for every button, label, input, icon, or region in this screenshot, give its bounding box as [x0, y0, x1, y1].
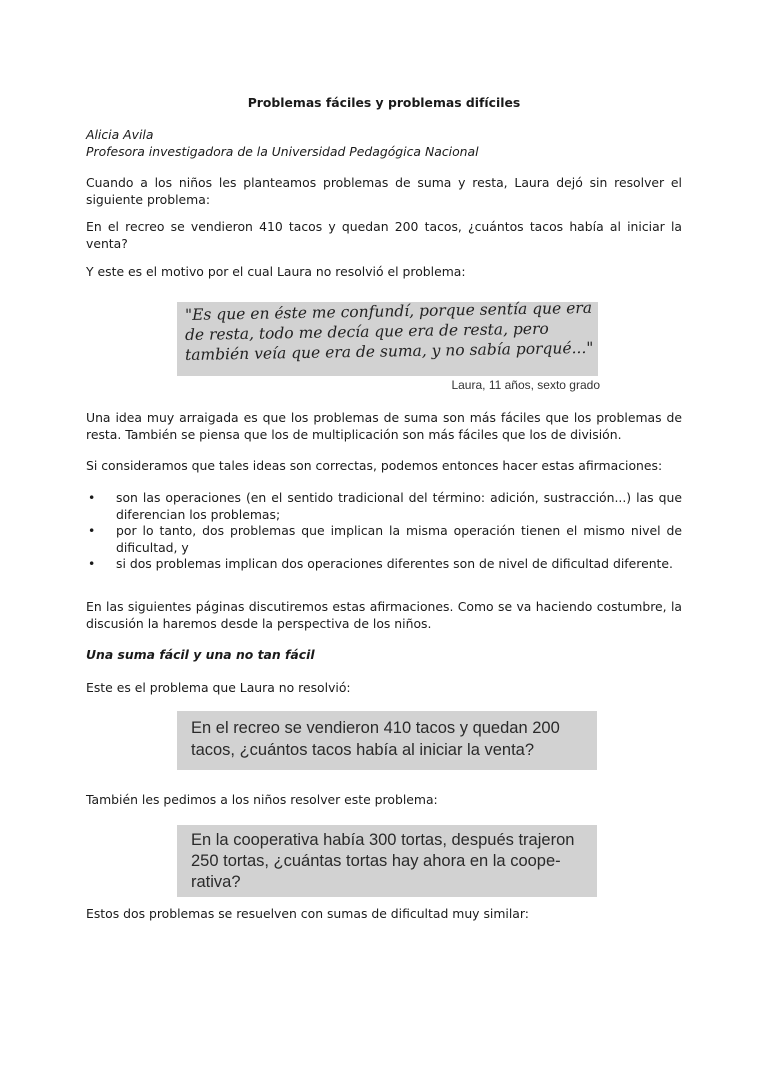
- problem-line: tacos, ¿cuántos tacos había al iniciar la venta?: [191, 741, 535, 759]
- list-item: [86, 523, 682, 556]
- paragraph-second-problem: También les pedimos a los niños resolver este problema:: [86, 792, 438, 807]
- quote-line: "Es que en éste me confundí, porque sentía que era: [184, 298, 593, 324]
- list-item-text: por lo tanto, dos problemas que implican la misma operación tienen el mismo nivel de dificultad, y: [116, 523, 682, 555]
- problem-line: En la cooperativa había 300 tortas, después trajeron: [191, 831, 575, 849]
- problem-box-tacos: [177, 711, 597, 770]
- bullet-icon: •: [88, 490, 96, 505]
- bullet-icon: •: [88, 556, 96, 571]
- list-item: [86, 490, 682, 523]
- section-heading: Una suma fácil y una no tan fácil: [86, 647, 315, 662]
- problem-line: En el recreo se vendieron 410 tacos y quedan 200: [191, 719, 560, 737]
- paragraph-problem-intro: Este es el problema que Laura no resolvió:: [86, 680, 351, 695]
- paragraph-assumptions: Si consideramos que tales ideas son correctas, podemos entonces hacer estas afirmaciones:: [86, 458, 663, 473]
- author-role: Profesora investigadora de la Universidad Pedagógica Nacional: [86, 143, 479, 159]
- problem-line: 250 tortas, ¿cuántas tortas hay ahora en la coope-: [191, 852, 561, 870]
- quote-line: también veía que era de suma, y no sabía porqué...": [184, 338, 594, 364]
- problem-line: rativa?: [191, 873, 241, 891]
- paragraph-reason: Y este es el motivo por el cual Laura no resolvió el problema:: [86, 264, 466, 279]
- paragraph-idea: Una idea muy arraigada es que los problemas de suma son más fáciles que los problemas de resta. También se piensa que los de multiplicación son más fáciles que los de división.: [86, 410, 682, 442]
- list-item-text: si dos problemas implican dos operaciones diferentes son de nivel de dificultad diferente.: [116, 556, 673, 571]
- paragraph-discussion: En las siguientes páginas discutiremos estas afirmaciones. Como se va haciendo costumbre, la discusión la haremos desde la perspectiva de los niños.: [86, 599, 682, 631]
- list-item: [86, 556, 682, 573]
- paragraph-conclusion: Estos dos problemas se resuelven con sumas de dificultad muy similar:: [86, 906, 529, 921]
- list-item-text: son las operaciones (en el sentido tradicional del término: adición, sustracción...) las que diferencian los problemas;: [116, 490, 682, 522]
- paragraph-problem: En el recreo se vendieron 410 tacos y quedan 200 tacos, ¿cuántos tacos había al iniciar la venta?: [86, 219, 682, 251]
- author-block: [86, 127, 682, 160]
- paragraph-intro: Cuando a los niños les planteamos problemas de suma y resta, Laura dejó sin resolver el siguiente problema:: [86, 175, 682, 207]
- quote-line: de resta, todo me decía que era de resta, pero: [184, 319, 549, 344]
- problem-box-tortas: [177, 825, 597, 897]
- quote-caption: Laura, 11 años, sexto grado: [451, 378, 600, 392]
- bullet-icon: •: [88, 523, 96, 538]
- assumptions-list: [86, 490, 682, 573]
- document-title: Problemas fáciles y problemas difíciles: [247, 95, 521, 110]
- author-name: Alicia Avila: [86, 127, 154, 142]
- handwritten-quote-image: [177, 298, 598, 376]
